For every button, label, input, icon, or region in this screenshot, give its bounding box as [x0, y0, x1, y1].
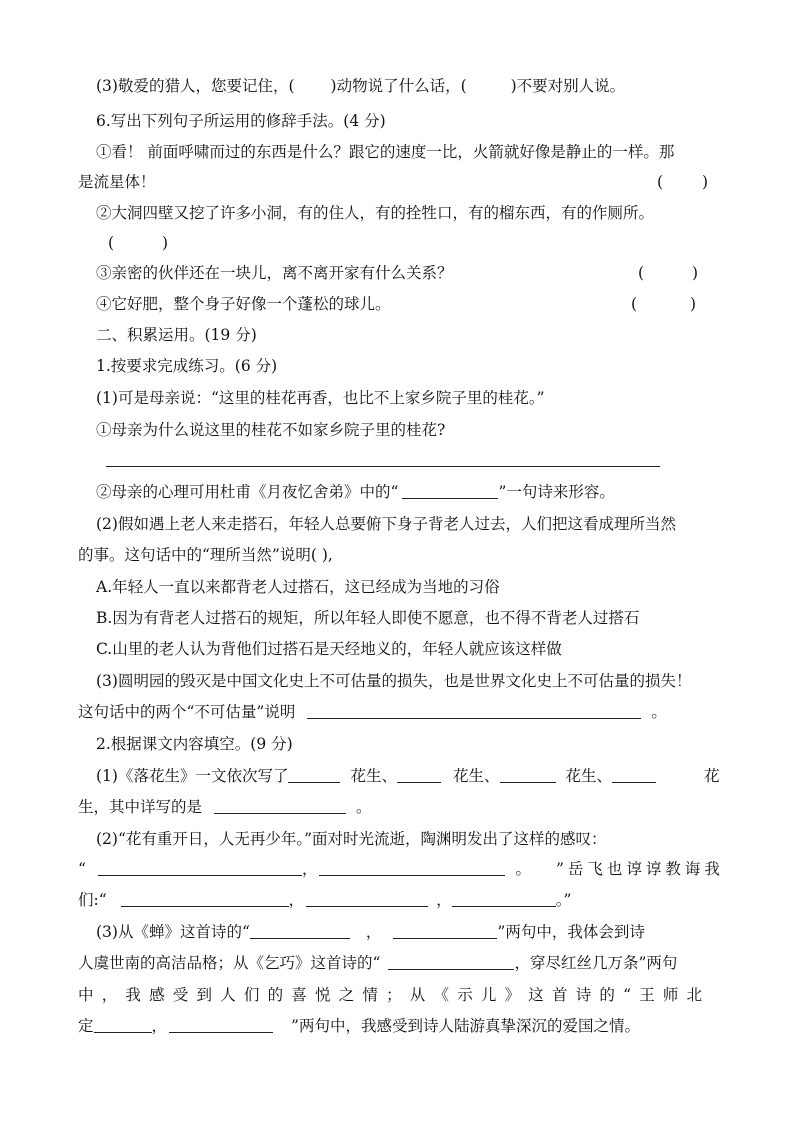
q2-1-line1 [96, 766, 656, 786]
text: 花生、 [350, 767, 397, 785]
answer-blank[interactable] [612, 767, 656, 783]
q2-2-line1: (2)“花有重开日，人无再少年。”面对时光流逝，陶渊明发出了这样的感叹： [96, 830, 607, 848]
text: (3)敬爱的猎人，您要记住，( [96, 77, 295, 95]
text: )动物说了什么话，( [330, 77, 467, 95]
q2-3-line1 [96, 922, 645, 942]
q6-sentence-1-line2: 是流星体！ [78, 173, 156, 191]
text: ， [365, 923, 382, 941]
q6-sentence-3: ③亲密的伙伴还在一块儿，离不离开家有什么关系？ [96, 264, 453, 282]
option-b: B.因为有背老人过搭石的规矩，所以年轻人即使不愿意，也不得不背老人过搭石 [96, 609, 640, 627]
text: ，穿尽红丝几万条”两句 [514, 954, 678, 972]
answer-blank[interactable] [500, 767, 556, 783]
q1-2-line1: (2)假如遇上老人来走搭石，年轻人总要俯下身子背老人过去，人们把这看成理所当然 [96, 515, 676, 533]
answer-blank[interactable] [98, 860, 302, 876]
answer-bracket-open: ( [657, 173, 664, 191]
answer-blank[interactable] [393, 923, 497, 939]
text: 。 [515, 860, 531, 878]
text: )不要对别人说。 [510, 77, 626, 95]
answer-blank[interactable] [288, 767, 340, 783]
q2-3-line3: 中，我感受到人们的喜悦之情；从《示儿》这首诗的“王师北 [78, 986, 711, 1004]
answer-blank[interactable] [402, 483, 498, 499]
answer-blank[interactable] [397, 767, 441, 783]
answer-bracket-close: ) [162, 234, 169, 252]
text: ”一句诗来形容。 [498, 483, 615, 501]
q2-3-line4 [78, 1016, 640, 1036]
q6-sentence-2: ②大洞四壁又挖了许多小洞，有的住人，有的拴牲口，有的榴东西，有的作厕所。 [96, 204, 655, 222]
answer-bracket-close: ) [702, 173, 709, 191]
text: ， [436, 891, 452, 909]
text: ”两句中，我感受到诗人陆游真挚深沉的爱国之情。 [291, 1017, 640, 1035]
q2-3-line2 [78, 953, 677, 973]
answer-bracket-close: ) [692, 264, 699, 282]
q1-2-line2: 的事。这句话中的“理所当然”说明( ), [78, 546, 333, 564]
text: ②母亲的心理可用杜甫《月夜忆舍弟》中的“ [96, 483, 399, 501]
text: (1)《落花生》一文依次写了 [96, 767, 289, 785]
option-a: A.年轻人一直以来都背老人过搭石，这已经成为当地的习俗 [96, 578, 500, 596]
text: ， [151, 1017, 168, 1035]
section-2-title: 二、积累运用。(19 分) [96, 326, 257, 344]
answer-bracket-close: ) [690, 295, 697, 313]
text: 定 [78, 1017, 94, 1035]
answer-blank[interactable] [121, 891, 289, 907]
answer-blank[interactable] [306, 891, 428, 907]
text: “ [78, 860, 86, 878]
q1-1a: ①母亲为什么说这里的桂花不如家乡院子里的桂花? [96, 421, 446, 439]
answer-bracket-open: ( [631, 295, 638, 313]
text: 。” [555, 891, 572, 909]
answer-blank[interactable] [388, 954, 514, 970]
text: 人虞世南的高洁品格；从《乞巧》这首诗的“ [78, 954, 381, 972]
text: 们:“ [78, 891, 107, 909]
q2-2-line3 [78, 890, 571, 910]
q6-sentence-4: ④它好肥，整个身子好像一个蓬松的球儿。 [96, 295, 391, 313]
answer-blank[interactable] [94, 1017, 152, 1033]
text: 这句话中的两个“不可估量”说明 [78, 703, 296, 721]
answer-blank[interactable] [319, 860, 505, 876]
q5-3-line [96, 76, 625, 96]
text: ， [288, 891, 305, 909]
option-c: C.山里的老人认为背他们过搭石是天经地义的，年轻人就应该这样做 [96, 640, 562, 658]
text: 。 [356, 798, 372, 816]
text: ， [301, 860, 318, 878]
q6-sentence-1-line1: ①看！ 前面呼啸而过的东西是什么？跟它的速度一比，火箭就好像是静止的一样。那 [96, 143, 675, 161]
q1-3-line2 [78, 702, 667, 722]
q1-1-quote: (1)可是母亲说：“这里的桂花再香，也比不上家乡院子里的桂花。” [96, 389, 545, 407]
answer-blank[interactable] [169, 1017, 273, 1033]
text-hua: 花 [704, 767, 720, 785]
answer-bracket-open: ( [638, 264, 645, 282]
text: 生，其中详写的是 [78, 798, 203, 816]
text: 花生、 [452, 767, 500, 785]
answer-blank[interactable] [214, 798, 346, 814]
text: (3)从《蝉》这首诗的“ [96, 923, 250, 941]
answer-blank[interactable] [250, 923, 350, 939]
text: 。 [651, 703, 667, 721]
q6-title: 6.写出下列句子所运用的修辞手法。(4 分) [96, 112, 386, 130]
answer-line[interactable] [106, 466, 660, 467]
answer-bracket-open: ( [108, 234, 115, 252]
q2-1-line2 [78, 797, 372, 817]
text: 花生、 [565, 767, 613, 785]
q2-title: 2.根据课文内容填空。(9 分) [96, 735, 293, 753]
q1-1b [96, 482, 615, 502]
q2-2-line2-tail: ”岳飞也谆谆教诲我 [556, 860, 724, 878]
q2-2-line2 [78, 859, 531, 879]
q1-title: 1.按要求完成练习。(6 分) [96, 357, 278, 375]
answer-blank[interactable] [452, 891, 556, 907]
text: ”两句中，我体会到诗 [497, 923, 645, 941]
answer-blank[interactable] [307, 703, 641, 719]
q1-3-line1: (3)圆明园的毁灭是中国文化史上不可估量的损失，也是世界文化史上不可估量的损失！ [96, 672, 692, 690]
